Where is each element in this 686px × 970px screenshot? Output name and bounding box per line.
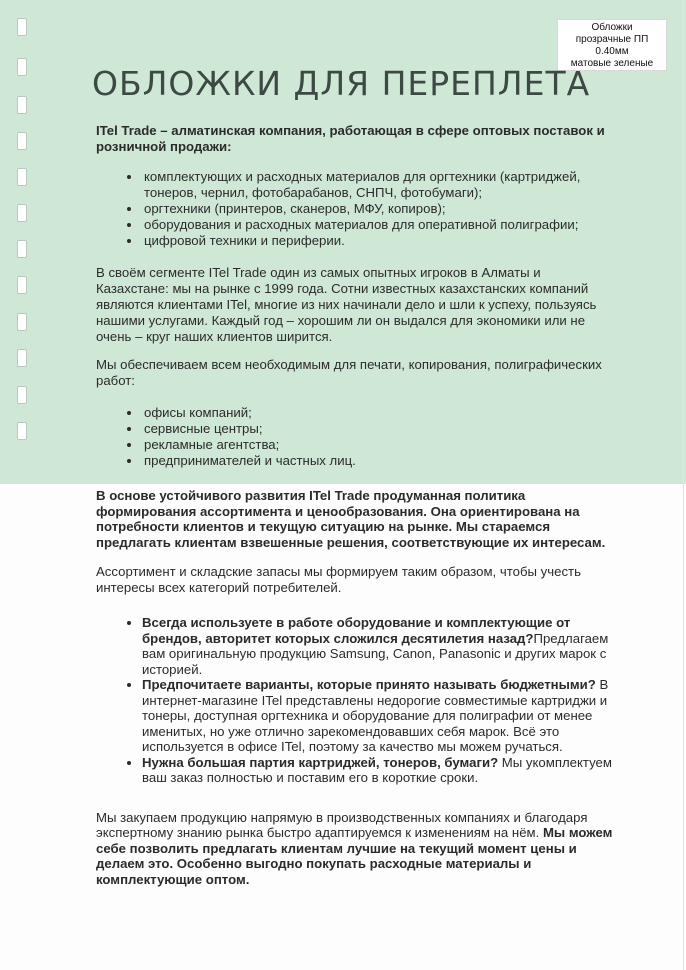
binding-hole [17, 58, 27, 76]
binding-hole [17, 168, 27, 186]
services-list [96, 169, 606, 249]
binding-hole [17, 132, 27, 150]
assortment-paragraph: Ассортимент и складские запасы мы формируем таким образом, чтобы учесть интересы всех категорий потребителей. [96, 564, 581, 595]
list-item: • оргтехники (принтеров, сканеров, МФУ, копиров); [142, 201, 606, 217]
binding-hole [17, 386, 27, 404]
page-edge [683, 0, 684, 970]
list-item: • оборудования и расходных материалов для оперативной полиграфии; [142, 217, 606, 233]
sticker-line: 0.40мм [595, 46, 629, 57]
binding-hole [17, 276, 27, 294]
bullet-bold-text: Предпочитаете варианты, которые принято называть бюджетными? [142, 677, 596, 692]
binding-hole [17, 422, 27, 440]
list-item [142, 677, 626, 755]
list-item: • офисы компаний; [142, 405, 606, 421]
bullet-bold-text: Нужна большая партия картриджей, тонеров, бумаги? [142, 754, 499, 770]
list-item: • предпринимателей и частных лиц. [142, 453, 606, 469]
list-item [142, 755, 626, 786]
binding-hole [17, 96, 27, 114]
binding-hole [17, 313, 27, 331]
bullet-text: В интернет-магазине ITel представлены недорогие совместимые картриджи и тонеры, доступная оргтехника и оборудование для полиграфии от менее именитых, но уже отлично зарекомендовавших себя марок. Всё это используется в офисе ITel, поэтому за качество мы можем ручаться. [142, 677, 609, 754]
binding-hole [17, 204, 27, 222]
clients-list [96, 405, 606, 469]
white-section-content [96, 488, 626, 887]
advantages-list [96, 615, 626, 786]
list-item [142, 615, 626, 677]
list-item: • комплектующих и расходных материалов для оргтехники (картриджей, тонеров, чернил, фотобарабанов, СНПЧ, фотобумаги); [142, 169, 606, 201]
intro-paragraph: ITel Trade – алматинская компания, работающая в сфере оптовых поставок и розничной продажи: [96, 123, 605, 154]
bullet-bold-text: Всегда используете в работе оборудование и комплектующие от брендов, авторитет которых сложился десятилетия назад? [142, 615, 571, 646]
closing-text: Мы закупаем продукцию напрямую в производственных компаниях и благодаря экспертному знанию рынка быстро адаптируемся к изменениям на нём. [96, 809, 588, 840]
binding-holes [17, 18, 27, 458]
binding-hole [17, 240, 27, 258]
experience-paragraph: В своём сегменте ITel Trade один из самых опытных игроков в Алматы и Казахстане: мы на рынке с 1999 года. Сотни известных казахстанских компаний являются клиентами ITel, многие из них начинали дело и шли к успеху, пользуясь нашими услугами. Каждый год – хорошим ли он выдался для экономики или не очень – круг наших клиентов ширится. [96, 265, 597, 344]
supply-paragraph: Мы обеспечиваем всем необходимым для печати, копирования, полиграфических работ: [96, 357, 602, 388]
closing-bold-text: Мы можем себе позволить предлагать клиентам лучшие на текущий момент цены и делаем это. Особенно выгодно покупать расходные материалы и комплектующие оптом. [96, 825, 613, 887]
closing-paragraph [96, 810, 626, 888]
bullet-text: Мы укомплектуем ваш заказ полностью и поставим его в короткие сроки. [142, 754, 612, 785]
list-item: • сервисные центры; [142, 421, 606, 437]
list-item: • рекламные агентства; [142, 437, 606, 453]
binding-hole [17, 18, 27, 36]
policy-paragraph: В основе устойчивого развития ITel Trade продуманная политика формирования ассортимента и ценообразования. Она ориентирована на потребности клиентов и текущую ситуацию на рынке. Мы стараемся предлагать клиентам взвешенные решения, соответствующие их интересам. [96, 488, 606, 550]
green-section-content [96, 123, 606, 469]
page-title: ОБЛОЖКИ ДЛЯ ПЕРЕПЛЕТА [92, 64, 591, 103]
binding-hole [17, 349, 27, 367]
list-item: • цифровой техники и периферии. [142, 233, 606, 249]
bullet-text: Предлагаем вам оригинальную продукцию Samsung, Canon, Panasonic и других марок с историей. [142, 630, 609, 677]
sticker-line: матовые зеленые [570, 58, 654, 69]
sticker-line: Обложки [591, 22, 633, 33]
sticker-line: прозрачные ПП [575, 34, 649, 45]
